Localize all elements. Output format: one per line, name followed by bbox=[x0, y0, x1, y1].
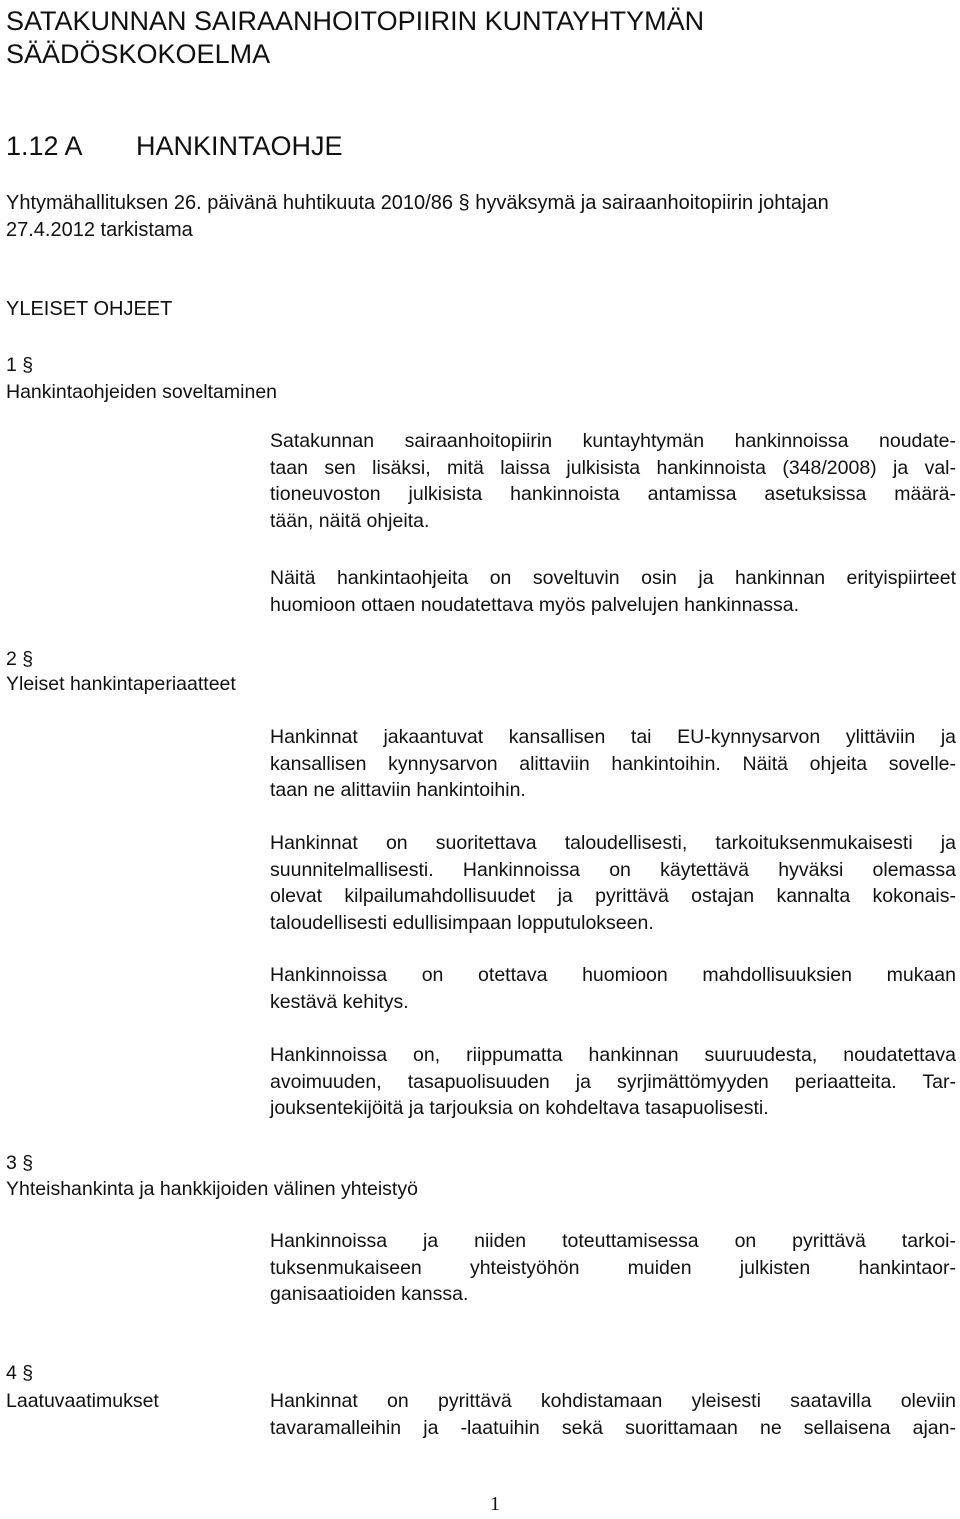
section-3-number: 3 § bbox=[6, 1152, 34, 1174]
section-4-title: Laatuvaatimukset bbox=[6, 1390, 159, 1412]
section-1-title: Hankintaohjeiden soveltaminen bbox=[6, 381, 278, 403]
header-line-1: SATAKUNNAN SAIRAANHOITOPIIRIN KUNTAYHTYMÄN bbox=[6, 6, 705, 36]
document-number: 1.12 A bbox=[6, 131, 83, 161]
section-3-paragraph-1: Hankinnoissa ja niiden toteuttamisessa on pyrittävä tarkoi- tuksenmukaiseen yhteistyöhön muiden julkisten hankintaor- ganisaatioiden kanssa. bbox=[270, 1230, 956, 1305]
section-2-paragraph-3: Hankinnoissa on otettava huomioon mahdollisuuksien mukaan kestävä kehitys. bbox=[270, 964, 956, 1013]
section-1-number: 1 § bbox=[6, 354, 34, 376]
section-1-paragraph-1: Satakunnan sairaanhoitopiirin kuntayhtymän hankinnoissa noudate- taan sen lisäksi, mitä laissa julkisista hankinnoista (348/2008) ja val- tioneuvoston julkisista hankinnoista antamissa asetuksissa määrä- tään, näitä ohjeita. bbox=[270, 430, 956, 532]
header-line-2: SÄÄDÖSKOKOELMA bbox=[6, 39, 271, 69]
section-3-title: Yhteishankinta ja hankkijoiden välinen yhteistyö bbox=[6, 1178, 418, 1200]
page-number: 1 bbox=[490, 1493, 500, 1515]
general-heading: YLEISET OHJEET bbox=[6, 298, 173, 320]
document-title: HANKINTAOHJE bbox=[136, 131, 343, 161]
section-1-paragraph-2: Näitä hankintaohjeita on soveltuvin osin ja hankinnan erityispiirteet huomioon ottaen noudatettava myös palvelujen hankinnassa. bbox=[270, 567, 956, 616]
approval-line-2: 27.4.2012 tarkistama bbox=[6, 219, 193, 241]
section-4-number: 4 § bbox=[6, 1362, 34, 1384]
section-4-paragraph-1: Hankinnat on pyrittävä kohdistamaan yleisesti saatavilla oleviin tavaramalleihin ja -laatuihin sekä suorittamaan ne sellaisena ajan- bbox=[270, 1390, 956, 1439]
approval-line-1: Yhtymähallituksen 26. päivänä huhtikuuta 2010/86 § hyväksymä ja sairaanhoitopiirin johtajan bbox=[6, 192, 829, 214]
section-2-paragraph-2: Hankinnat on suoritettava taloudellisesti, tarkoituksenmukaisesti ja suunnitelmallisesti. Hankinnoissa on käytettävä hyväksi olemassa olevat kilpailumahdollisuudet ja pyrittävä ostajan kannalta kokonais- taloudellisesti edullisimpaan lopputulokseen. bbox=[270, 832, 956, 934]
section-2-title: Yleiset hankintaperiaatteet bbox=[6, 673, 236, 695]
section-2-number: 2 § bbox=[6, 648, 34, 670]
section-2-paragraph-1: Hankinnat jakaantuvat kansallisen tai EU-kynnysarvon ylittäviin ja kansallisen kynnysarvon alittaviin hankintoihin. Näitä ohjeita sovelle- taan ne alittaviin hankintoihin. bbox=[270, 726, 956, 801]
section-2-paragraph-4: Hankinnoissa on, riippumatta hankinnan suuruudesta, noudatettava avoimuuden, tasapuolisuuden ja syrjimättömyyden periaatteita. Tar- jouksentekijöitä ja tarjouksia on kohdeltava tasapuolisesti. bbox=[270, 1044, 956, 1119]
